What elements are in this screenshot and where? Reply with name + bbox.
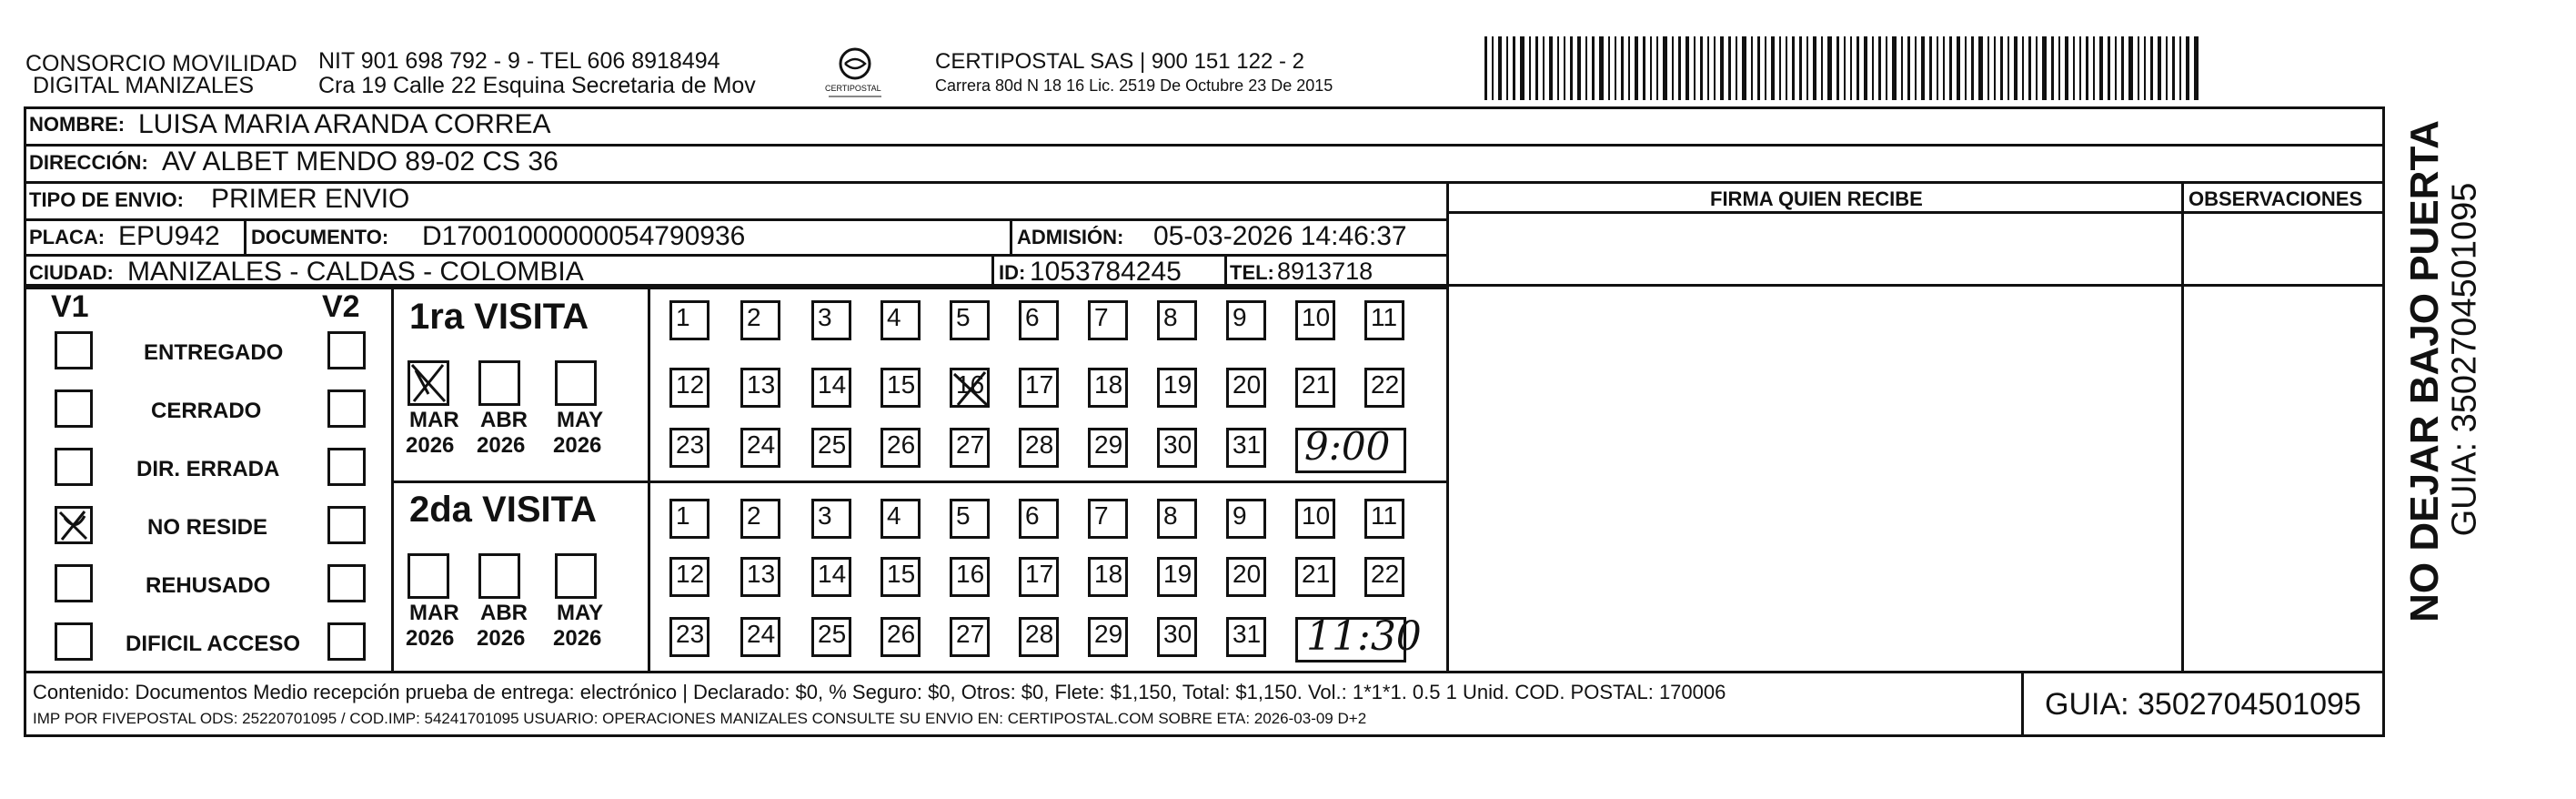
visit1-day-label: 29 xyxy=(1094,430,1123,459)
cross-mark-icon xyxy=(952,370,989,407)
visit1-day-label: 15 xyxy=(887,370,916,399)
visit1-day-label: 20 xyxy=(1233,370,1262,399)
nombre-value: LUISA MARIA ARANDA CORREA xyxy=(138,109,551,139)
visit2-month-checkbox-mar[interactable] xyxy=(408,553,449,599)
visit1-day-label: 2 xyxy=(747,303,761,331)
visit2-day-7[interactable] xyxy=(1088,499,1128,539)
footer-imp-line: IMP POR FIVEPOSTAL ODS: 25220701095 / COD.IMP: 54241701095 USUARIO: OPERACIONES MANIZALES CONSULTE SU ENVIO EN: CERTIPOSTAL.COM SOBRE ETA: 2026-03-09 D+2 xyxy=(33,710,1367,727)
visit2-day-1[interactable] xyxy=(669,499,709,539)
visit1-day-8[interactable] xyxy=(1157,300,1197,340)
visit1-day-27[interactable] xyxy=(950,428,990,468)
certipostal-logo-icon xyxy=(823,42,887,102)
visit2-day-12[interactable] xyxy=(669,557,709,597)
company-name-line1: CONSORCIO MOVILIDAD xyxy=(25,51,297,76)
visit2-day-label: 7 xyxy=(1094,501,1109,530)
visit2-month-label-may: MAY xyxy=(557,601,604,625)
visit1-day-5[interactable] xyxy=(950,300,990,340)
visit2-day-31[interactable] xyxy=(1226,617,1266,657)
visit2-day-10[interactable] xyxy=(1295,499,1335,539)
visit2-day-21[interactable] xyxy=(1295,557,1335,597)
footer-guia: GUIA: 3502704501095 xyxy=(2045,687,2361,722)
visit2-day-label: 14 xyxy=(818,560,847,588)
visit2-day-9[interactable] xyxy=(1226,499,1266,539)
documento-label: DOCUMENTO: xyxy=(251,226,389,248)
visit2-month-checkbox-may[interactable] xyxy=(555,553,597,599)
visit1-day-28[interactable] xyxy=(1019,428,1059,468)
visit1-day-label: 28 xyxy=(1025,430,1054,459)
cross-mark-icon xyxy=(410,363,447,403)
barcode xyxy=(1484,36,2210,100)
visit1-day-20[interactable] xyxy=(1226,368,1266,408)
nombre-label: NOMBRE: xyxy=(29,113,126,136)
v1-checkbox-dir-errada[interactable] xyxy=(55,448,93,486)
v1-checkbox-cerrado[interactable] xyxy=(55,389,93,428)
status-label-dir-errada: DIR. ERRADA xyxy=(136,457,280,481)
visit2-day-label: 24 xyxy=(747,620,776,648)
visit2-day-19[interactable] xyxy=(1157,557,1197,597)
visit2-month-year-mar: 2026 xyxy=(406,626,455,651)
visit1-day-21[interactable] xyxy=(1295,368,1335,408)
visit2-day-label: 29 xyxy=(1094,620,1123,648)
visit2-day-15[interactable] xyxy=(880,557,921,597)
no-dejar-bajo-puerta: NO DEJAR BAJO PUERTA xyxy=(2402,120,2447,622)
visit2-day-28[interactable] xyxy=(1019,617,1059,657)
visit1-day-label: 22 xyxy=(1371,370,1400,399)
visit2-day-label: 8 xyxy=(1163,501,1178,530)
visit2-day-16[interactable] xyxy=(950,557,990,597)
visit1-day-label: 31 xyxy=(1233,430,1262,459)
status-label-no-reside: NO RESIDE xyxy=(147,515,268,540)
visit2-day-13[interactable] xyxy=(740,557,780,597)
visit1-day-label: 9 xyxy=(1233,303,1247,331)
logo-caption: CERTIPOSTAL xyxy=(825,84,881,93)
tipo-envio-value: PRIMER ENVIO xyxy=(211,184,410,214)
visit1-day-label: 17 xyxy=(1025,370,1054,399)
visit2-day-label: 27 xyxy=(956,620,985,648)
visit2-day-label: 11 xyxy=(1371,501,1398,530)
placa-value: EPU942 xyxy=(118,221,220,251)
visit1-day-2[interactable] xyxy=(740,300,780,340)
visit2-day-label: 28 xyxy=(1025,620,1054,648)
visit2-day-30[interactable] xyxy=(1157,617,1197,657)
certipostal-logo xyxy=(823,42,887,102)
tipo-envio-label: TIPO DE ENVIO: xyxy=(29,188,184,211)
id-label: ID: xyxy=(999,261,1026,284)
id-value: 1053784245 xyxy=(1030,257,1182,287)
visit1-day-label: 4 xyxy=(887,303,901,331)
visit2-day-6[interactable] xyxy=(1019,499,1059,539)
visit2-day-label: 22 xyxy=(1371,560,1400,588)
visit1-month-label-mar: MAR xyxy=(409,408,459,432)
visit1-day-29[interactable] xyxy=(1088,428,1128,468)
visit1-month-checkbox-mar[interactable] xyxy=(408,360,449,406)
visit1-month-year-mar: 2026 xyxy=(406,433,455,458)
visit2-day-label: 18 xyxy=(1094,560,1123,588)
status-label-rehusado: REHUSADO xyxy=(146,573,271,598)
visit1-day-3[interactable] xyxy=(811,300,851,340)
visit1-day-18[interactable] xyxy=(1088,368,1128,408)
visit2-day-20[interactable] xyxy=(1226,557,1266,597)
visit2-day-3[interactable] xyxy=(811,499,851,539)
visit1-day-15[interactable] xyxy=(880,368,921,408)
visit2-day-label: 10 xyxy=(1302,501,1331,530)
v1-checkbox-no-reside[interactable] xyxy=(55,506,93,544)
visit1-day-label: 21 xyxy=(1302,370,1331,399)
visit1-day-label: 8 xyxy=(1163,303,1178,331)
visit2-day-label: 6 xyxy=(1025,501,1040,530)
visit1-time-handwritten: 9:00 xyxy=(1304,424,1391,469)
status-label-dificil-acceso: DIFICIL ACCESO xyxy=(126,632,301,656)
direccion-label: DIRECCIÓN: xyxy=(29,151,148,174)
visit1-day-23[interactable] xyxy=(669,428,709,468)
visit2-day-26[interactable] xyxy=(880,617,921,657)
address-line: Cra 19 Calle 22 Esquina Secretaria de Mov xyxy=(318,73,756,98)
visit1-day-label: 19 xyxy=(1163,370,1192,399)
visit2-day-label: 30 xyxy=(1163,620,1192,648)
visit1-day-label: 3 xyxy=(818,303,832,331)
visit1-day-10[interactable] xyxy=(1295,300,1335,340)
visit1-day-11[interactable] xyxy=(1364,300,1404,340)
visit1-day-label: 16 xyxy=(956,370,985,399)
visit2-day-23[interactable] xyxy=(669,617,709,657)
certipostal-line2: Carrera 80d N 18 16 Lic. 2519 De Octubre 23 De 2015 xyxy=(935,76,1333,95)
visit2-day-label: 19 xyxy=(1163,560,1192,588)
visit1-day-9[interactable] xyxy=(1226,300,1266,340)
visit1-day-label: 27 xyxy=(956,430,985,459)
visit1-title: 1ra VISITA xyxy=(409,297,589,337)
visit1-day-31[interactable] xyxy=(1226,428,1266,468)
visit2-time-handwritten: 11:30 xyxy=(1306,613,1422,660)
v1-checkbox-dificil-acceso[interactable] xyxy=(55,622,93,661)
visit2-day-4[interactable] xyxy=(880,499,921,539)
visit1-day-22[interactable] xyxy=(1364,368,1404,408)
visit2-day-label: 17 xyxy=(1025,560,1054,588)
visit2-day-27[interactable] xyxy=(950,617,990,657)
v1-checkbox-rehusado[interactable] xyxy=(55,564,93,602)
visit1-day-label: 30 xyxy=(1163,430,1192,459)
visit2-day-5[interactable] xyxy=(950,499,990,539)
tel-label: TEL: xyxy=(1230,261,1274,284)
visit2-day-label: 12 xyxy=(676,560,705,588)
visit2-day-11[interactable] xyxy=(1364,499,1404,539)
v1-checkbox-entregado[interactable] xyxy=(55,331,93,369)
visit2-day-label: 25 xyxy=(818,620,847,648)
visit2-day-label: 1 xyxy=(676,501,690,530)
documento-value: D17001000000054790936 xyxy=(422,221,746,251)
visit2-month-checkbox-abr[interactable] xyxy=(478,553,520,599)
visit2-day-2[interactable] xyxy=(740,499,780,539)
v2-checkbox-no-reside[interactable] xyxy=(327,506,366,544)
side-guia: GUIA: 3502704501095 xyxy=(2445,182,2484,537)
placa-label: PLACA: xyxy=(29,226,106,248)
visit1-day-24[interactable] xyxy=(740,428,780,468)
v1-label: V1 xyxy=(51,289,89,324)
visit1-day-label: 5 xyxy=(956,303,971,331)
visit1-month-checkbox-may[interactable] xyxy=(555,360,597,406)
visit1-day-label: 23 xyxy=(676,430,705,459)
visit1-day-26[interactable] xyxy=(880,428,921,468)
visit1-day-label: 11 xyxy=(1371,303,1398,331)
visit2-day-17[interactable] xyxy=(1019,557,1059,597)
visit1-day-17[interactable] xyxy=(1019,368,1059,408)
visit1-day-16[interactable] xyxy=(950,368,990,408)
certipostal-line1: CERTIPOSTAL SAS | 900 151 122 - 2 xyxy=(935,49,1304,74)
visit2-day-25[interactable] xyxy=(811,617,851,657)
visit1-day-label: 14 xyxy=(818,370,847,399)
visit2-day-label: 3 xyxy=(818,501,832,530)
visit1-day-label: 6 xyxy=(1025,303,1040,331)
v2-checkbox-cerrado[interactable] xyxy=(327,389,366,428)
ciudad-value: MANIZALES - CALDAS - COLOMBIA xyxy=(127,257,584,287)
status-label-entregado: ENTREGADO xyxy=(144,340,284,365)
visit1-day-7[interactable] xyxy=(1088,300,1128,340)
visit1-day-14[interactable] xyxy=(811,368,851,408)
admision-value: 05-03-2026 14:46:37 xyxy=(1153,221,1407,251)
visit2-day-22[interactable] xyxy=(1364,557,1404,597)
v2-checkbox-rehusado[interactable] xyxy=(327,564,366,602)
visit2-day-8[interactable] xyxy=(1157,499,1197,539)
visit1-day-label: 1 xyxy=(676,303,690,331)
visit2-day-label: 9 xyxy=(1233,501,1247,530)
check-mark-icon xyxy=(57,509,90,541)
visit1-day-label: 26 xyxy=(887,430,916,459)
visit2-day-label: 13 xyxy=(747,560,776,588)
visit1-day-label: 25 xyxy=(818,430,847,459)
visit1-day-4[interactable] xyxy=(880,300,921,340)
visit2-day-label: 26 xyxy=(887,620,916,648)
visit1-day-label: 10 xyxy=(1302,303,1331,331)
visit2-month-label-mar: MAR xyxy=(409,601,459,625)
visit2-day-label: 2 xyxy=(747,501,761,530)
visit2-day-label: 20 xyxy=(1233,560,1262,588)
visit1-month-label-abr: ABR xyxy=(480,408,528,432)
visit1-month-year-abr: 2026 xyxy=(477,433,526,458)
v2-checkbox-entregado[interactable] xyxy=(327,331,366,369)
visit2-month-label-abr: ABR xyxy=(480,601,528,625)
observaciones-header: OBSERVACIONES xyxy=(2189,187,2363,210)
visit2-title: 2da VISITA xyxy=(409,490,597,530)
visit1-day-6[interactable] xyxy=(1019,300,1059,340)
v2-checkbox-dir-errada[interactable] xyxy=(327,448,366,486)
visit1-day-1[interactable] xyxy=(669,300,709,340)
footer-contenido: Contenido: Documentos Medio recepción prueba de entrega: electrónico | Declarado: $0, % Seguro: $0, Otros: $0, Flete: $1,150, Total: $1,150. Vol.: 1*1*1. 0.5 1 Unid. COD. POSTAL: 170006 xyxy=(33,681,1726,703)
visit2-day-label: 15 xyxy=(887,560,916,588)
visit1-month-label-may: MAY xyxy=(557,408,604,432)
visit1-day-19[interactable] xyxy=(1157,368,1197,408)
visit2-month-year-may: 2026 xyxy=(553,626,602,651)
visit2-day-29[interactable] xyxy=(1088,617,1128,657)
visit1-month-year-may: 2026 xyxy=(553,433,602,458)
visit2-day-label: 5 xyxy=(956,501,971,530)
company-name-line2: DIGITAL MANIZALES xyxy=(33,73,255,98)
visit2-day-18[interactable] xyxy=(1088,557,1128,597)
status-label-cerrado: CERRADO xyxy=(151,399,262,423)
admision-label: ADMISIÓN: xyxy=(1017,226,1124,248)
visit1-day-13[interactable] xyxy=(740,368,780,408)
tel-value: 8913718 xyxy=(1277,258,1374,285)
visit2-day-label: 4 xyxy=(887,501,901,530)
visit1-day-label: 18 xyxy=(1094,370,1123,399)
visit1-day-label: 12 xyxy=(676,370,705,399)
visit2-day-24[interactable] xyxy=(740,617,780,657)
visit2-day-label: 21 xyxy=(1302,560,1331,588)
v2-checkbox-dificil-acceso[interactable] xyxy=(327,622,366,661)
visit2-day-label: 23 xyxy=(676,620,705,648)
visit1-day-label: 13 xyxy=(747,370,776,399)
firma-header: FIRMA QUIEN RECIBE xyxy=(1710,187,1923,210)
visit2-month-year-abr: 2026 xyxy=(477,626,526,651)
v2-label: V2 xyxy=(322,289,360,324)
visit2-day-label: 31 xyxy=(1233,620,1262,648)
visit1-day-12[interactable] xyxy=(669,368,709,408)
ciudad-label: CIUDAD: xyxy=(29,261,114,284)
visit1-day-label: 24 xyxy=(747,430,776,459)
visit1-day-30[interactable] xyxy=(1157,428,1197,468)
visit1-day-25[interactable] xyxy=(811,428,851,468)
nit-line: NIT 901 698 792 - 9 - TEL 606 8918494 xyxy=(318,48,720,74)
visit1-month-checkbox-abr[interactable] xyxy=(478,360,520,406)
visit2-day-label: 16 xyxy=(956,560,985,588)
direccion-value: AV ALBET MENDO 89-02 CS 36 xyxy=(162,147,558,177)
visit2-day-14[interactable] xyxy=(811,557,851,597)
visit1-day-label: 7 xyxy=(1094,303,1109,331)
